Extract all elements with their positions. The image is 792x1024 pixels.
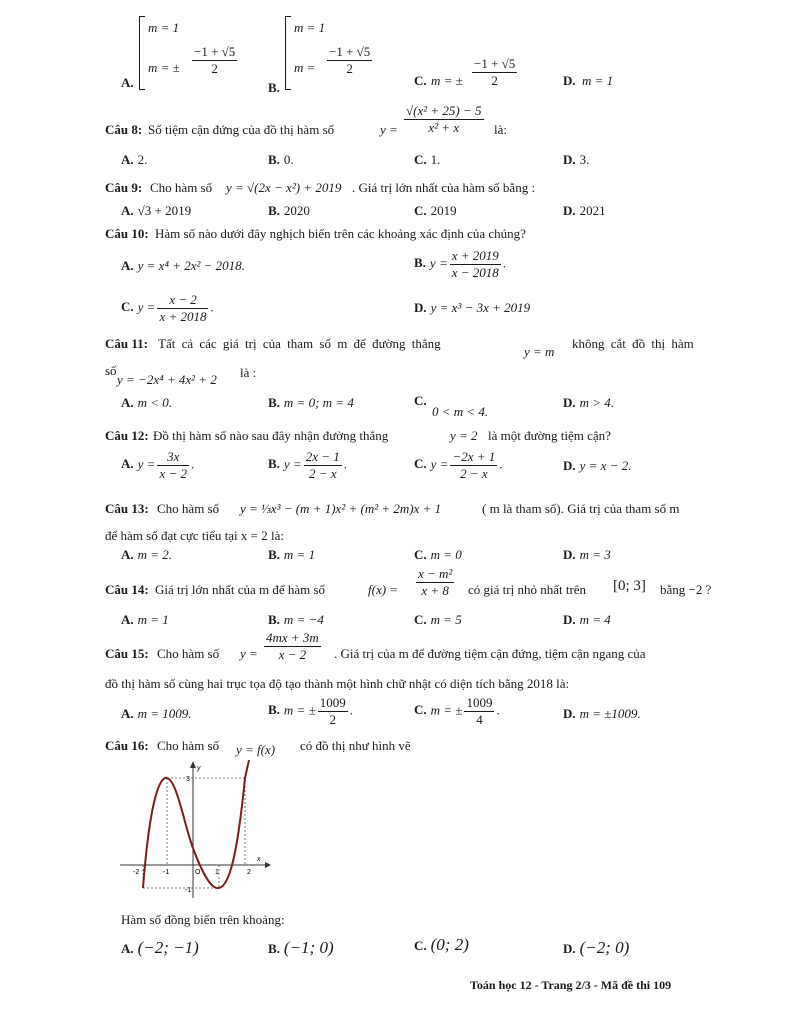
q11-label: Câu 11: [105,336,148,351]
q11-line-eq: y = m [524,344,555,359]
q7-b-bracket [285,16,291,90]
q7-b-line1: m = 1 [294,20,326,35]
graph-tick-y-neg1: -1 [185,887,192,894]
q11-formula: y = −2x⁴ + 4x² + 2 [117,372,217,387]
q13-option-c: C. m = 0 [414,547,462,562]
q8-option-c: C. 1. [414,152,441,167]
q13-line2: để hàm số đạt cực tiểu tại x = 2 là: [105,528,284,543]
q8-y: y = [380,122,398,137]
q16-formula: y = f(x) [236,742,276,757]
q11-text-pre: Tất cả các giá trị của tham số m để đường thẳng [158,336,441,351]
graph-tick-2: 2 [247,869,251,876]
q7-a-fraction: $\frac{-1 + √5}{2}$ [194,44,236,76]
q16-text-pre: Cho hàm số [157,738,220,753]
q7-c-label: C. [414,73,427,88]
q8-option-a: A. 2. [121,152,148,167]
q7-b-label: B. [268,80,280,95]
q14-text-post: bằng −2 ? [660,582,712,597]
q14-option-d: D. m = 4 [563,612,611,627]
q12-label: Câu 12: [105,428,149,443]
graph-x-arrow [265,862,271,868]
q13-text-post: ( m là tham số). Giá trị của tham số m [482,501,680,516]
q16-option-b: B. (−1; 0) [268,938,334,957]
q12-option-c: C. y = $\frac{-2x + 1}{2 - x}$ . [414,449,503,481]
q7-d-text: m = 1 [582,73,614,88]
q14-option-c: C. m = 5 [414,612,462,627]
q8-label: Câu 8: [105,122,143,137]
q10-option-a: A. y = x⁴ + 2x² − 2018. [121,258,245,273]
q11-option-b: B. m = 0; m = 4 [268,395,354,410]
graph-tick-neg1: -1 [163,869,170,876]
q11-line2-pre: số [105,363,117,378]
q12-line: y = 2 [450,428,478,443]
q15-option-a: A. m = 1009. [121,706,192,721]
graph-label-x: x [257,856,261,863]
q9-option-c: C. 2019 [414,203,457,218]
q16-line2: Hàm số đồng biến trên khoảng: [121,912,285,927]
q16-text-post: có đồ thị như hình vẽ [300,738,411,753]
q9-text-pre: Cho hàm số [150,180,213,195]
q13-option-a: A. m = 2. [121,547,173,562]
q16-function-graph [115,758,275,908]
q8-option-b: B. 0. [268,152,294,167]
q10-option-d: D. y = x³ − 3x + 2019 [414,300,531,315]
q7-c-fraction: $\frac{-1 + √5}{2}$ [474,56,516,88]
q16-option-c: C. (0; 2) [414,935,469,954]
q9-label: Câu 9: [105,180,143,195]
q10-option-b: B. y = $\frac{x + 2019}{x - 2018}$ . [414,248,507,280]
q14-option-a: A. m = 1 [121,612,169,627]
q13-label: Câu 13: [105,501,149,516]
q15-option-c: C. m = ± $\frac{1009}{4}$ . [414,695,500,727]
q8-option-d: D. 3. [563,152,590,167]
q8-fraction: $\frac{\text{√(x² + 25) − 5}}{\text{x² + x}}$ [406,103,482,135]
q7-d-label: D. [563,73,576,88]
q14-f: f(x) = [368,582,399,597]
q13-option-b: B. m = 1 [268,547,316,562]
graph-tick-1: 1 [215,869,219,876]
q14-option-b: B. m = −4 [268,612,324,627]
q9-formula: y = √(2x − x²) + 2019 [226,180,342,195]
q12-text-post: là một đường tiệm cận? [488,428,611,443]
page-footer: Toán học 12 - Trang 2/3 - Mã đề thi 109 [470,978,672,992]
q15-text-post: . Giá trị của m để đường tiệm cận đứng, tiệm cận ngang của [334,646,646,661]
q14-text-mid: có giá trị nhỏ nhất trên [468,582,587,597]
q14-label: Câu 14: [105,582,149,597]
graph-tick-neg2: -2 [133,869,140,876]
q16-option-d: D. (−2; 0) [563,938,630,957]
q7-c-pre: m = ± [431,73,463,88]
q14-text-pre: Giá trị lớn nhất của m để hàm số [155,582,326,597]
q14-fraction: $\frac{\text{x − m²}}{x + 8}$ [418,566,453,598]
q12-text-pre: Đồ thị hàm số nào sau đây nhận đường thẳng [153,428,389,443]
q14-interval: [0; 3] [613,578,646,594]
q15-option-b: B. m = ± $\frac{1009}{2}$ . [268,695,353,727]
q11-option-d: D. m > 4. [563,395,615,410]
q15-y: y = [240,646,258,661]
q15-text-pre: Cho hàm số [157,646,220,661]
q9-option-d: D. 2021 [563,203,606,218]
q7-a-line1: m = 1 [148,20,180,35]
q13-formula: y = ⅓x³ − (m + 1)x² + (m² + 2m)x + 1 [240,501,442,516]
q16-option-a: A. (−2; −1) [121,938,199,957]
q8-text: Số tiệm cận đứng của đồ thị hàm số [148,122,335,137]
q12-option-d: D. y = x − 2. [563,458,632,473]
q7-b-fraction: $\frac{-1 + √5}{2}$ [329,44,371,76]
q8-text-post: là: [494,122,507,137]
q11-option-c: 0 < m < 4. [432,404,489,419]
q15-label: Câu 15: [105,646,149,661]
q7-b-line2-pre: m = [294,60,316,75]
q15-fraction: $\frac{4mx + 3m}{x - 2}$ [266,630,319,662]
q9-option-a: A. √3 + 2019 [121,203,192,218]
graph-y-arrow [190,761,196,768]
q7-a-line2-pre: m = ± [148,60,180,75]
q10-text: Hàm số nào dưới đây nghịch biến trên các khoảng xác định của chúng? [155,226,526,241]
q15-option-d: D. m = ±1009. [563,706,641,721]
q12-option-b: B. y = $\frac{2x - 1}{2 - x}$ . [268,449,348,481]
q13-option-d: D. m = 3 [563,547,611,562]
q9-text-post: . Giá trị lớn nhất của hàm số bằng : [352,180,536,195]
q11-text-post: không cắt đồ thị hàm [572,336,694,351]
graph-origin: O [195,869,201,876]
graph-tick-3: 3 [186,776,190,783]
q12-option-a: A. y = $\frac{3x}{x - 2}$ . [121,449,195,481]
q10-label: Câu 10: [105,226,149,241]
q9-option-b: B. 2020 [268,203,310,218]
q7-a-label: A. [121,75,134,90]
q7-a-bracket [139,16,145,90]
q13-text-pre: Cho hàm số [157,501,220,516]
q10-option-c: C. y = $\frac{x - 2}{x + 2018}$ . [121,292,214,324]
q11-line2-post: là : [240,365,257,380]
q16-label: Câu 16: [105,738,149,753]
q15-line2: đồ thị hàm số cùng hai trục tọa độ tạo thành một hình chữ nhật có diện tích bằng 2018 là: [105,676,570,691]
q11-c-label: C. [414,393,427,408]
graph-label-y: y [197,765,201,772]
q11-option-a: A. m < 0. [121,395,173,410]
